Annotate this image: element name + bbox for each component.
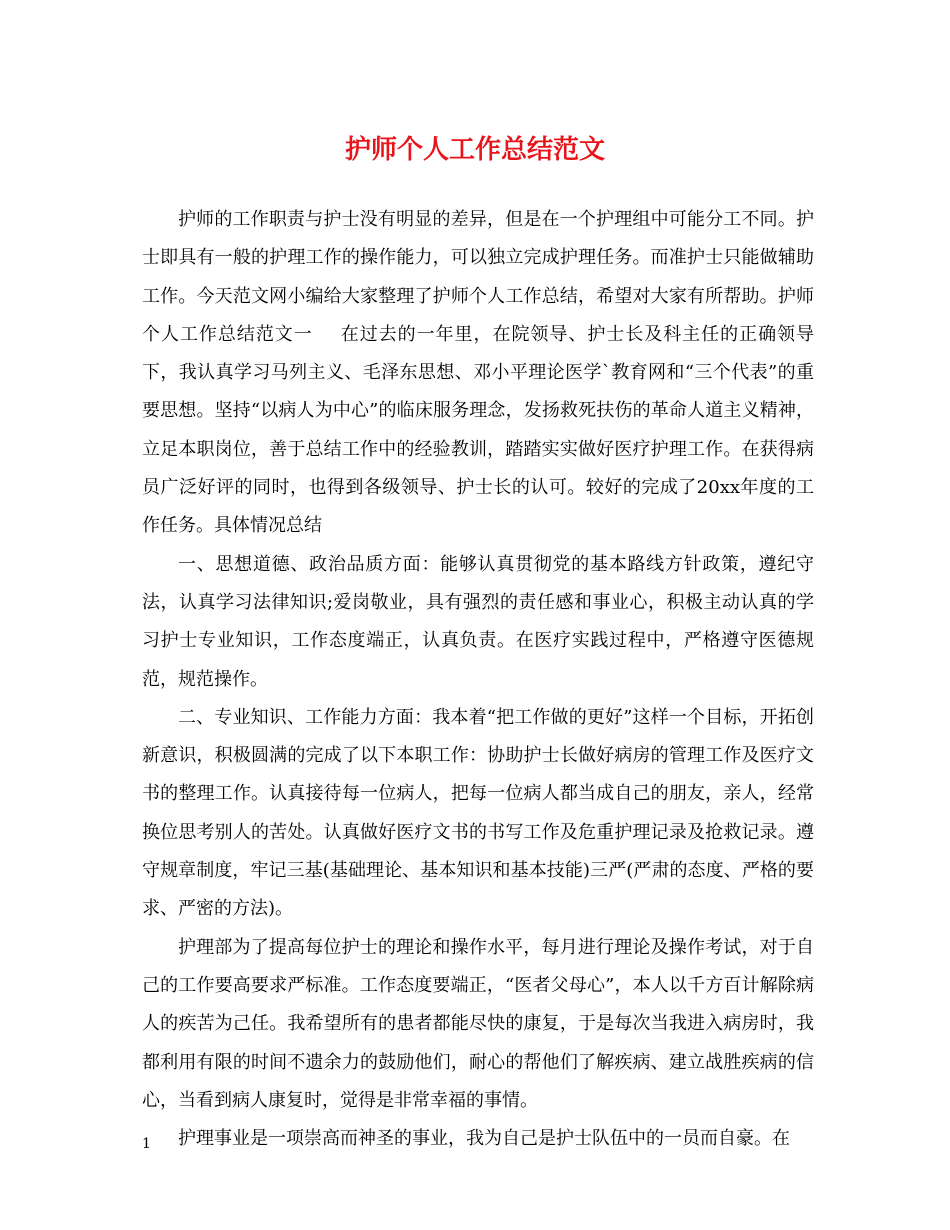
paragraph-intro-text: 护师的工作职责与护士没有明显的差异，但是在一个护理组中可能分工不同。护士即具有一般的护理工作的操作能力，可以独立完成护理任务。而准护士只能做辅助工作。今天范文网小编给大家整理了护师个人工作总结，希望对大家有所帮助。 bbox=[142, 209, 814, 307]
paragraph-nursing-career: 护理事业是一项崇高而神圣的事业，我为自己是护士队伍中的一员而自豪。在 bbox=[178, 1128, 790, 1150]
document-title: 护师个人工作总结范文 bbox=[344, 135, 605, 165]
paragraph-moral-quality: 一、思想道德、政治品质方面：能够认真贯彻党的基本路线方针政策，遵纪守法，认真学习法律知识;爱岗敬业，具有强烈的责任感和事业心，积极主动认真的学习护士专业知识，工作态度端正，认真负责。在医疗实践过程中，严格遵守医德规范，规范操作。 bbox=[142, 553, 814, 690]
paragraph-intro-continuation: 在过去的一年里，在院领导、护士长及科主任的正确领导下，我认真学习马列主义、毛泽东思想、邓小平理论医学`教育网和“三个代表”的重要思想。坚持“以病人为中心”的临床服务理念，发扬救死扶伤的革命人道主义精神，立足本职岗位，善于总结工作中的经验教训，踏踏实实做好医疗护理工作。在获得病员广泛好评的同时，也得到各级领导、护士长的认可。较好的完成了20xx年度的工作任务。具体情况总结 bbox=[142, 323, 815, 537]
page-number: 1 bbox=[142, 1136, 151, 1152]
paragraph-training: 护理部为了提高每位护士的理论和操作水平，每月进行理论及操作考试，对于自己的工作要高要求严标准。工作态度要端正，“医者父母心”，本人以千方百计解除病人的疾苦为己任。我希望所有的患者都能尽快的康复，于是每次当我进入病房时，我都利用有限的时间不遗余力的鼓励他们，耐心的帮他们了解疾病、建立战胜疾病的信心，当看到病人康复时，觉得是非常幸福的事情。 bbox=[142, 936, 814, 1111]
document-body bbox=[142, 201, 814, 1158]
section-heading-sample-one: 护师个人工作总结范文一 bbox=[142, 285, 815, 345]
paragraph-intro bbox=[142, 201, 814, 546]
paragraph-professional-ability: 二、专业知识、工作能力方面：我本着“把工作做的更好”这样一个目标，开拓创新意识，积极圆满的完成了以下本职工作：协助护士长做好病房的管理工作及医疗文书的整理工作。认真接待每一位病人，把每一位病人都当成自己的朋友，亲人，经常换位思考别人的苦处。认真做好医疗文书的书写工作及危重护理记录及抢救记录。遵守规章制度，牢记三基(基础理论、基本知识和基本技能)三严(严肃的态度、严格的要求、严密的方法)。 bbox=[142, 706, 814, 920]
